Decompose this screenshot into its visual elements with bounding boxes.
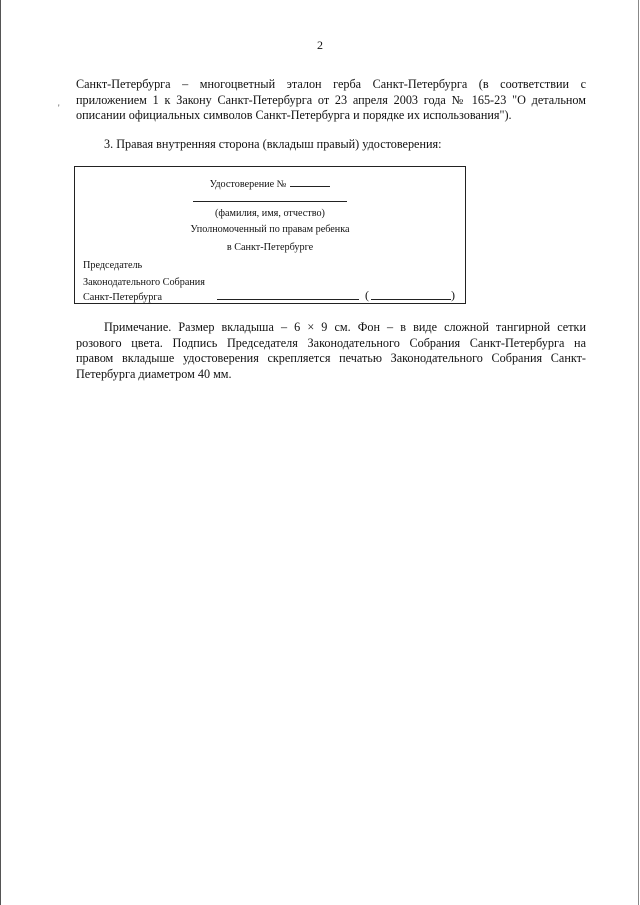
margin-mark: ' [58,103,60,113]
chair-line-1: Председатель [83,260,143,271]
note-line: Примечание. Размер вкладыша – 6 × 9 см. Фон – в виде сложной тангирной сетки [104,320,586,334]
paragraph-line: Санкт-Петербурга – многоцветный эталон герба Санкт-Петербурга (в соответствии с [76,77,586,91]
certificate-title: Удостоверение № [209,179,287,190]
paragraph-line: описании официальных символов Санкт-Петербурга и порядке их использования"). [76,108,512,122]
note-line: Петербурга диаметром 40 мм. [76,366,232,381]
role-line-1: Уполномоченный по правам ребенка [190,224,350,235]
note-line: правом вкладыше удостоверения скрепляется печатью Законодательного Собрания Санкт- [76,351,586,365]
name-line [193,201,347,202]
chair-line-3: Санкт-Петербурга [83,292,163,303]
paragraph-emblem-reference [76,77,586,124]
name-paren-open: ( [365,288,369,302]
paragraph-line: приложением 1 к Закону Санкт-Петербурга от 23 апреля 2003 года № 165-23 "О детальном [76,92,586,107]
chair-line-2: Законодательного Собрания [83,277,205,288]
scan-edge-right [638,0,639,905]
section-heading: 3. Правая внутренняя сторона (вкладыш правый) удостоверения: [104,137,442,151]
certificate-insert-form [74,166,466,304]
certificate-number-line [290,177,330,187]
page-number: 2 [317,38,323,52]
role-line-2: в Санкт-Петербурге [226,242,314,253]
fio-caption: (фамилия, имя, отчество) [215,208,325,219]
signature-line [217,299,359,300]
note-line: розового цвета. Подпись Председателя Законодательного Собрания Санкт-Петербурга на [76,335,586,350]
certificate-title-row [75,177,465,190]
note-paragraph [76,320,586,382]
name-paren-line [371,299,451,300]
name-paren-close: ) [451,288,455,302]
scan-edge-left [0,0,1,905]
